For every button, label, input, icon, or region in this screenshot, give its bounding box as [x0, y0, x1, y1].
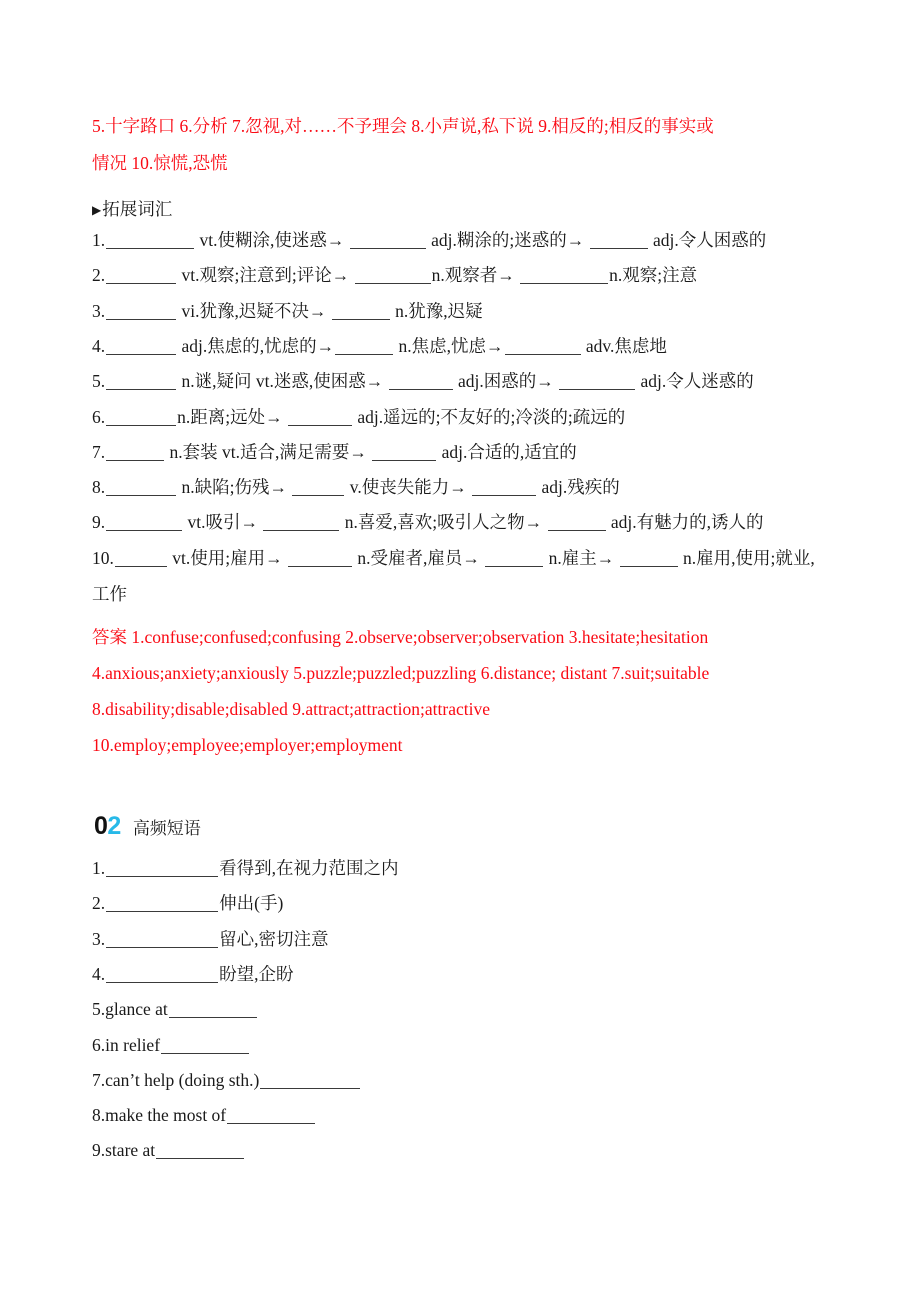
answer-blank[interactable] [372, 447, 436, 461]
vocab-item-number: 2. [92, 265, 106, 286]
vocab-item-number: 7. [92, 441, 106, 462]
phrase-item-text: can’t help (doing sth.) [105, 1069, 260, 1090]
phrase-item-number: 2. [92, 893, 106, 914]
vocab-item-text: n.距离;远处→ [177, 406, 287, 427]
answer-blank[interactable] [106, 306, 176, 320]
answer-blank[interactable] [590, 235, 648, 249]
answer-blank[interactable] [548, 517, 606, 531]
phrase-item [92, 860, 399, 878]
vocab-item-text: n.缺陷;伤残→ [177, 477, 292, 498]
answer-blank[interactable] [106, 482, 176, 496]
vocab-item-text: vi.犹豫,迟疑不决→ [177, 300, 331, 321]
answer-blank[interactable] [106, 341, 176, 355]
vocab-item-text: adv.焦虑地 [581, 335, 667, 356]
answer-blank[interactable] [292, 482, 344, 496]
phrase-item-number: 4. [92, 963, 106, 984]
answer-blank[interactable] [169, 1004, 257, 1018]
vocab-item [92, 232, 766, 250]
answer-blank[interactable] [288, 412, 352, 426]
answer-blank[interactable] [389, 376, 453, 390]
extended-vocab-heading [92, 196, 172, 221]
section-02-heading [94, 812, 201, 841]
vocab-item [92, 441, 577, 462]
extended-vocab-continuation: 工作 [92, 584, 127, 604]
answer-blank[interactable] [106, 376, 176, 390]
answer-blank[interactable] [106, 270, 176, 284]
answers-block-line-3: 8.disability;disable;disabled 9.attract;attraction;attractive [92, 699, 490, 719]
vocab-item-text: n.受雇者,雇员→ [352, 547, 485, 568]
answer-blank[interactable] [106, 863, 218, 877]
phrase-item-text: 盼望,企盼 [219, 963, 294, 984]
answer-blank[interactable] [350, 235, 426, 249]
phrase-item-number: 3. [92, 928, 106, 949]
answer-continuation-line-1: 5.十字路口 6.分析 7.忽视,对……不予理会 8.小声说,私下说 9.相反的;相反的事实或 [92, 116, 714, 136]
section-number [94, 812, 121, 841]
answer-blank[interactable] [288, 553, 352, 567]
phrase-item [92, 1034, 250, 1055]
answer-blank[interactable] [106, 447, 164, 461]
answer-blank[interactable] [620, 553, 678, 567]
phrase-item-text: 留心,密切注意 [219, 928, 329, 949]
phrase-item-number: 6. [92, 1034, 106, 1055]
vocab-item-number: 9. [92, 512, 106, 533]
phrase-item-text: stare at [105, 1140, 156, 1161]
phrase-item-text: make the most of [105, 1105, 227, 1126]
vocab-item-number: 6. [92, 406, 106, 427]
answer-blank[interactable] [335, 341, 393, 355]
vocab-item-text: n.犹豫,迟疑 [390, 300, 483, 321]
vocab-item [92, 335, 667, 356]
vocab-item [92, 373, 754, 391]
answer-blank[interactable] [505, 341, 581, 355]
answer-continuation-line-2: 情况 10.惊慌,恐慌 [92, 153, 228, 173]
phrase-item [92, 1001, 258, 1019]
answer-blank[interactable] [106, 898, 218, 912]
phrase-item [92, 1142, 245, 1160]
vocab-item [92, 300, 483, 321]
section-number-digit-2: 2 [107, 812, 121, 840]
answer-blank[interactable] [161, 1040, 249, 1054]
phrase-item-text: 看得到,在视力范围之内 [219, 858, 399, 878]
phrase-item-number: 9. [92, 1140, 106, 1161]
phrase-item [92, 895, 283, 913]
vocab-item-text: vt.观察;注意到;评论→ [177, 265, 354, 286]
phrase-item-number: 8. [92, 1105, 106, 1126]
answer-blank[interactable] [156, 1145, 244, 1159]
phrase-item-number: 7. [92, 1069, 106, 1090]
phrase-item-number: 1. [92, 858, 106, 878]
vocab-item [92, 514, 764, 532]
vocab-item-text: adj.残疾的 [537, 477, 620, 498]
phrase-item-text: glance at [105, 999, 168, 1020]
answer-blank[interactable] [106, 934, 218, 948]
phrase-item-number: 5. [92, 999, 106, 1020]
vocab-item [92, 547, 815, 568]
answer-blank[interactable] [106, 412, 176, 426]
answer-blank[interactable] [263, 517, 339, 531]
extended-vocab-heading-label: 拓展词汇 [102, 199, 173, 219]
answer-blank[interactable] [559, 376, 635, 390]
vocab-item-text: adj.令人困惑的 [648, 230, 767, 250]
phrase-item [92, 1107, 316, 1125]
answers-block-line-2: 4.anxious;anxiety;anxiously 5.puzzle;puzzled;puzzling 6.distance; distant 7.suit;suitable [92, 663, 710, 683]
vocab-item-text: n.雇主→ [544, 547, 619, 568]
answer-blank[interactable] [115, 553, 167, 567]
phrase-item [92, 928, 329, 949]
vocab-item-number: 4. [92, 335, 106, 356]
vocab-item-number: 8. [92, 477, 106, 498]
phrase-item [92, 1069, 361, 1090]
answer-blank[interactable] [106, 969, 218, 983]
vocab-item-text: adj.合适的,适宜的 [437, 441, 577, 462]
answer-blank[interactable] [472, 482, 536, 496]
vocab-item-number: 1. [92, 230, 106, 250]
answer-blank[interactable] [332, 306, 390, 320]
vocab-item-text: v.使丧失能力→ [345, 477, 472, 498]
answers-block-line-4: 10.employ;employee;employer;employment [92, 735, 403, 755]
vocab-item-text: n.焦虑,忧虑→ [394, 335, 504, 356]
vocab-item-text: vt.使用;雇用→ [167, 547, 287, 568]
vocab-item-number: 3. [92, 300, 106, 321]
vocab-item-text: adj.有魅力的,诱人的 [606, 512, 764, 533]
section-title: 高频短语 [132, 819, 201, 838]
answer-blank[interactable] [106, 235, 194, 249]
vocab-item-text: adj.困惑的→ [453, 371, 559, 392]
section-number-digit-0: 0 [94, 812, 108, 840]
vocab-item-number: 10. [92, 547, 114, 568]
vocab-item [92, 479, 620, 497]
answer-blank[interactable] [485, 553, 543, 567]
vocab-item [92, 267, 697, 285]
phrase-item [92, 963, 294, 984]
vocab-item-text: n.观察;注意 [609, 265, 698, 286]
answer-blank[interactable] [227, 1110, 315, 1124]
vocab-item-text: vt.吸引→ [183, 512, 263, 533]
vocab-item [92, 406, 626, 427]
vocab-item-text: n.雇用,使用;就业, [678, 547, 815, 568]
vocab-item-text: vt.使糊涂,使迷惑→ [195, 230, 349, 250]
vocab-item-text: adj.糊涂的;迷惑的→ [426, 230, 589, 250]
phrase-item-text: in relief [105, 1034, 161, 1055]
vocab-item-number: 5. [92, 371, 106, 392]
answer-blank[interactable] [106, 517, 182, 531]
triangle-bullet-icon: ▶ [92, 203, 102, 217]
answer-blank[interactable] [520, 270, 608, 284]
vocab-item-text: adj.焦虑的,忧虑的→ [177, 335, 335, 356]
answers-block-line-1: 答案 1.confuse;confused;confusing 2.observe;observer;observation 3.hesitate;hesitation [92, 627, 709, 647]
phrase-item-text: 伸出(手) [219, 893, 284, 914]
vocab-item-text: adj.令人迷惑的 [636, 371, 754, 392]
vocab-item-text: n.谜,疑问 vt.迷惑,使困惑→ [177, 371, 388, 392]
vocab-item-text: n.观察者→ [431, 265, 520, 286]
vocab-item-text: n.喜爱,喜欢;吸引人之物→ [340, 512, 547, 533]
answer-blank[interactable] [355, 270, 431, 284]
vocab-item-text: adj.遥远的;不友好的;冷淡的;疏远的 [353, 406, 626, 427]
answer-blank[interactable] [260, 1075, 360, 1089]
vocab-item-text: n.套装 vt.适合,满足需要→ [165, 441, 372, 462]
